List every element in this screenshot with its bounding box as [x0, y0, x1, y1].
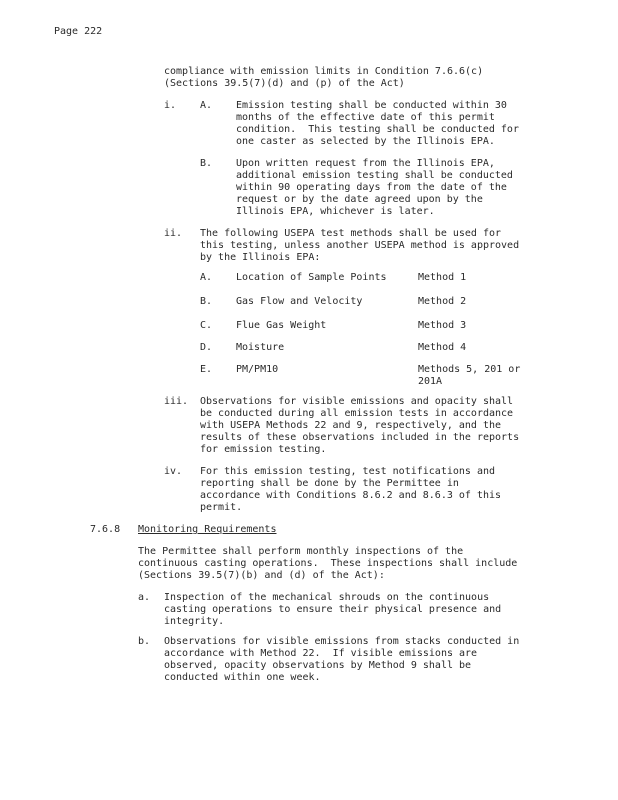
- item-i-b-letter: B.: [200, 158, 213, 169]
- method-name: Gas Flow and Velocity: [236, 296, 363, 307]
- method-name: PM/PM10: [236, 364, 279, 375]
- item-iii-number: iii.: [164, 396, 189, 407]
- item-ii-line: The following USEPA test methods shall be used for: [200, 228, 502, 239]
- item-i-a-line: condition. This testing shall be conducted for: [236, 124, 519, 135]
- page-number: Page 222: [54, 26, 103, 37]
- item-iv-line: accordance with Conditions 8.6.2 and 8.6.3 of this: [200, 490, 502, 501]
- item-iv-number: iv.: [164, 466, 183, 477]
- method-ref: Method 1: [418, 272, 467, 283]
- item-iii-line: with USEPA Methods 22 and 9, respectively, and the: [200, 420, 502, 431]
- section-body-line: (Sections 39.5(7)(b) and (d) of the Act):: [138, 570, 385, 581]
- method-name: Flue Gas Weight: [236, 320, 327, 331]
- section-number: 7.6.8: [90, 524, 121, 535]
- subitem-b-line: conducted within one week.: [164, 672, 321, 683]
- method-ref-cont: 201A: [418, 376, 443, 387]
- item-i-a-line: Emission testing shall be conducted within 30: [236, 100, 507, 111]
- item-ii-line: this testing, unless another USEPA method is approved: [200, 240, 520, 251]
- intro-line-1: compliance with emission limits in Condition 7.6.6(c): [164, 66, 484, 77]
- method-letter: E.: [200, 364, 213, 375]
- item-i-b-line: within 90 operating days from the date of the: [236, 182, 507, 193]
- subitem-a-line: Inspection of the mechanical shrouds on the continuous: [164, 592, 490, 603]
- item-iv-line: permit.: [200, 502, 243, 513]
- section-heading: Monitoring Requirements: [138, 524, 277, 535]
- subitem-a-line: integrity.: [164, 616, 225, 627]
- item-i-b-line: request or by the date agreed upon by the: [236, 194, 483, 205]
- method-letter: B.: [200, 296, 213, 307]
- item-i-b-line: Illinois EPA, whichever is later.: [236, 206, 435, 217]
- item-i-a-letter: A.: [200, 100, 213, 111]
- section-body-line: The Permittee shall perform monthly inspections of the: [138, 546, 464, 557]
- method-name: Location of Sample Points: [236, 272, 387, 283]
- item-i-a-line: months of the effective date of this permit: [236, 112, 495, 123]
- item-i-a-line: one caster as selected by the Illinois EPA.: [236, 136, 495, 147]
- subitem-a-line: casting operations to ensure their physical presence and: [164, 604, 502, 615]
- item-ii-line: by the Illinois EPA:: [200, 252, 321, 263]
- item-i-b-line: Upon written request from the Illinois EPA,: [236, 158, 495, 169]
- section-body-line: continuous casting operations. These inspections shall include: [138, 558, 518, 569]
- method-ref: Methods 5, 201 or: [418, 364, 521, 375]
- item-iii-line: be conducted during all emission tests in accordance: [200, 408, 514, 419]
- item-iii-line: Observations for visible emissions and opacity shall: [200, 396, 514, 407]
- method-letter: A.: [200, 272, 213, 283]
- method-ref: Method 3: [418, 320, 467, 331]
- method-letter: D.: [200, 342, 213, 353]
- item-iv-line: For this emission testing, test notifications and: [200, 466, 496, 477]
- item-i-b-line: additional emission testing shall be conducted: [236, 170, 513, 181]
- item-iii-line: for emission testing.: [200, 444, 327, 455]
- method-ref: Method 2: [418, 296, 467, 307]
- subitem-b-letter: b.: [138, 636, 151, 647]
- subitem-b-line: accordance with Method 22. If visible emissions are: [164, 648, 478, 659]
- method-ref: Method 4: [418, 342, 467, 353]
- intro-line-2: (Sections 39.5(7)(d) and (p) of the Act): [164, 78, 405, 89]
- item-iii-line: results of these observations included in the reports: [200, 432, 520, 443]
- item-ii-number: ii.: [164, 228, 183, 239]
- method-name: Moisture: [236, 342, 285, 353]
- subitem-b-line: Observations for visible emissions from stacks conducted in: [164, 636, 520, 647]
- item-iv-line: reporting shall be done by the Permittee in: [200, 478, 459, 489]
- item-i-number: i.: [164, 100, 177, 111]
- subitem-a-letter: a.: [138, 592, 151, 603]
- subitem-b-line: observed, opacity observations by Method 9 shall be: [164, 660, 472, 671]
- method-letter: C.: [200, 320, 213, 331]
